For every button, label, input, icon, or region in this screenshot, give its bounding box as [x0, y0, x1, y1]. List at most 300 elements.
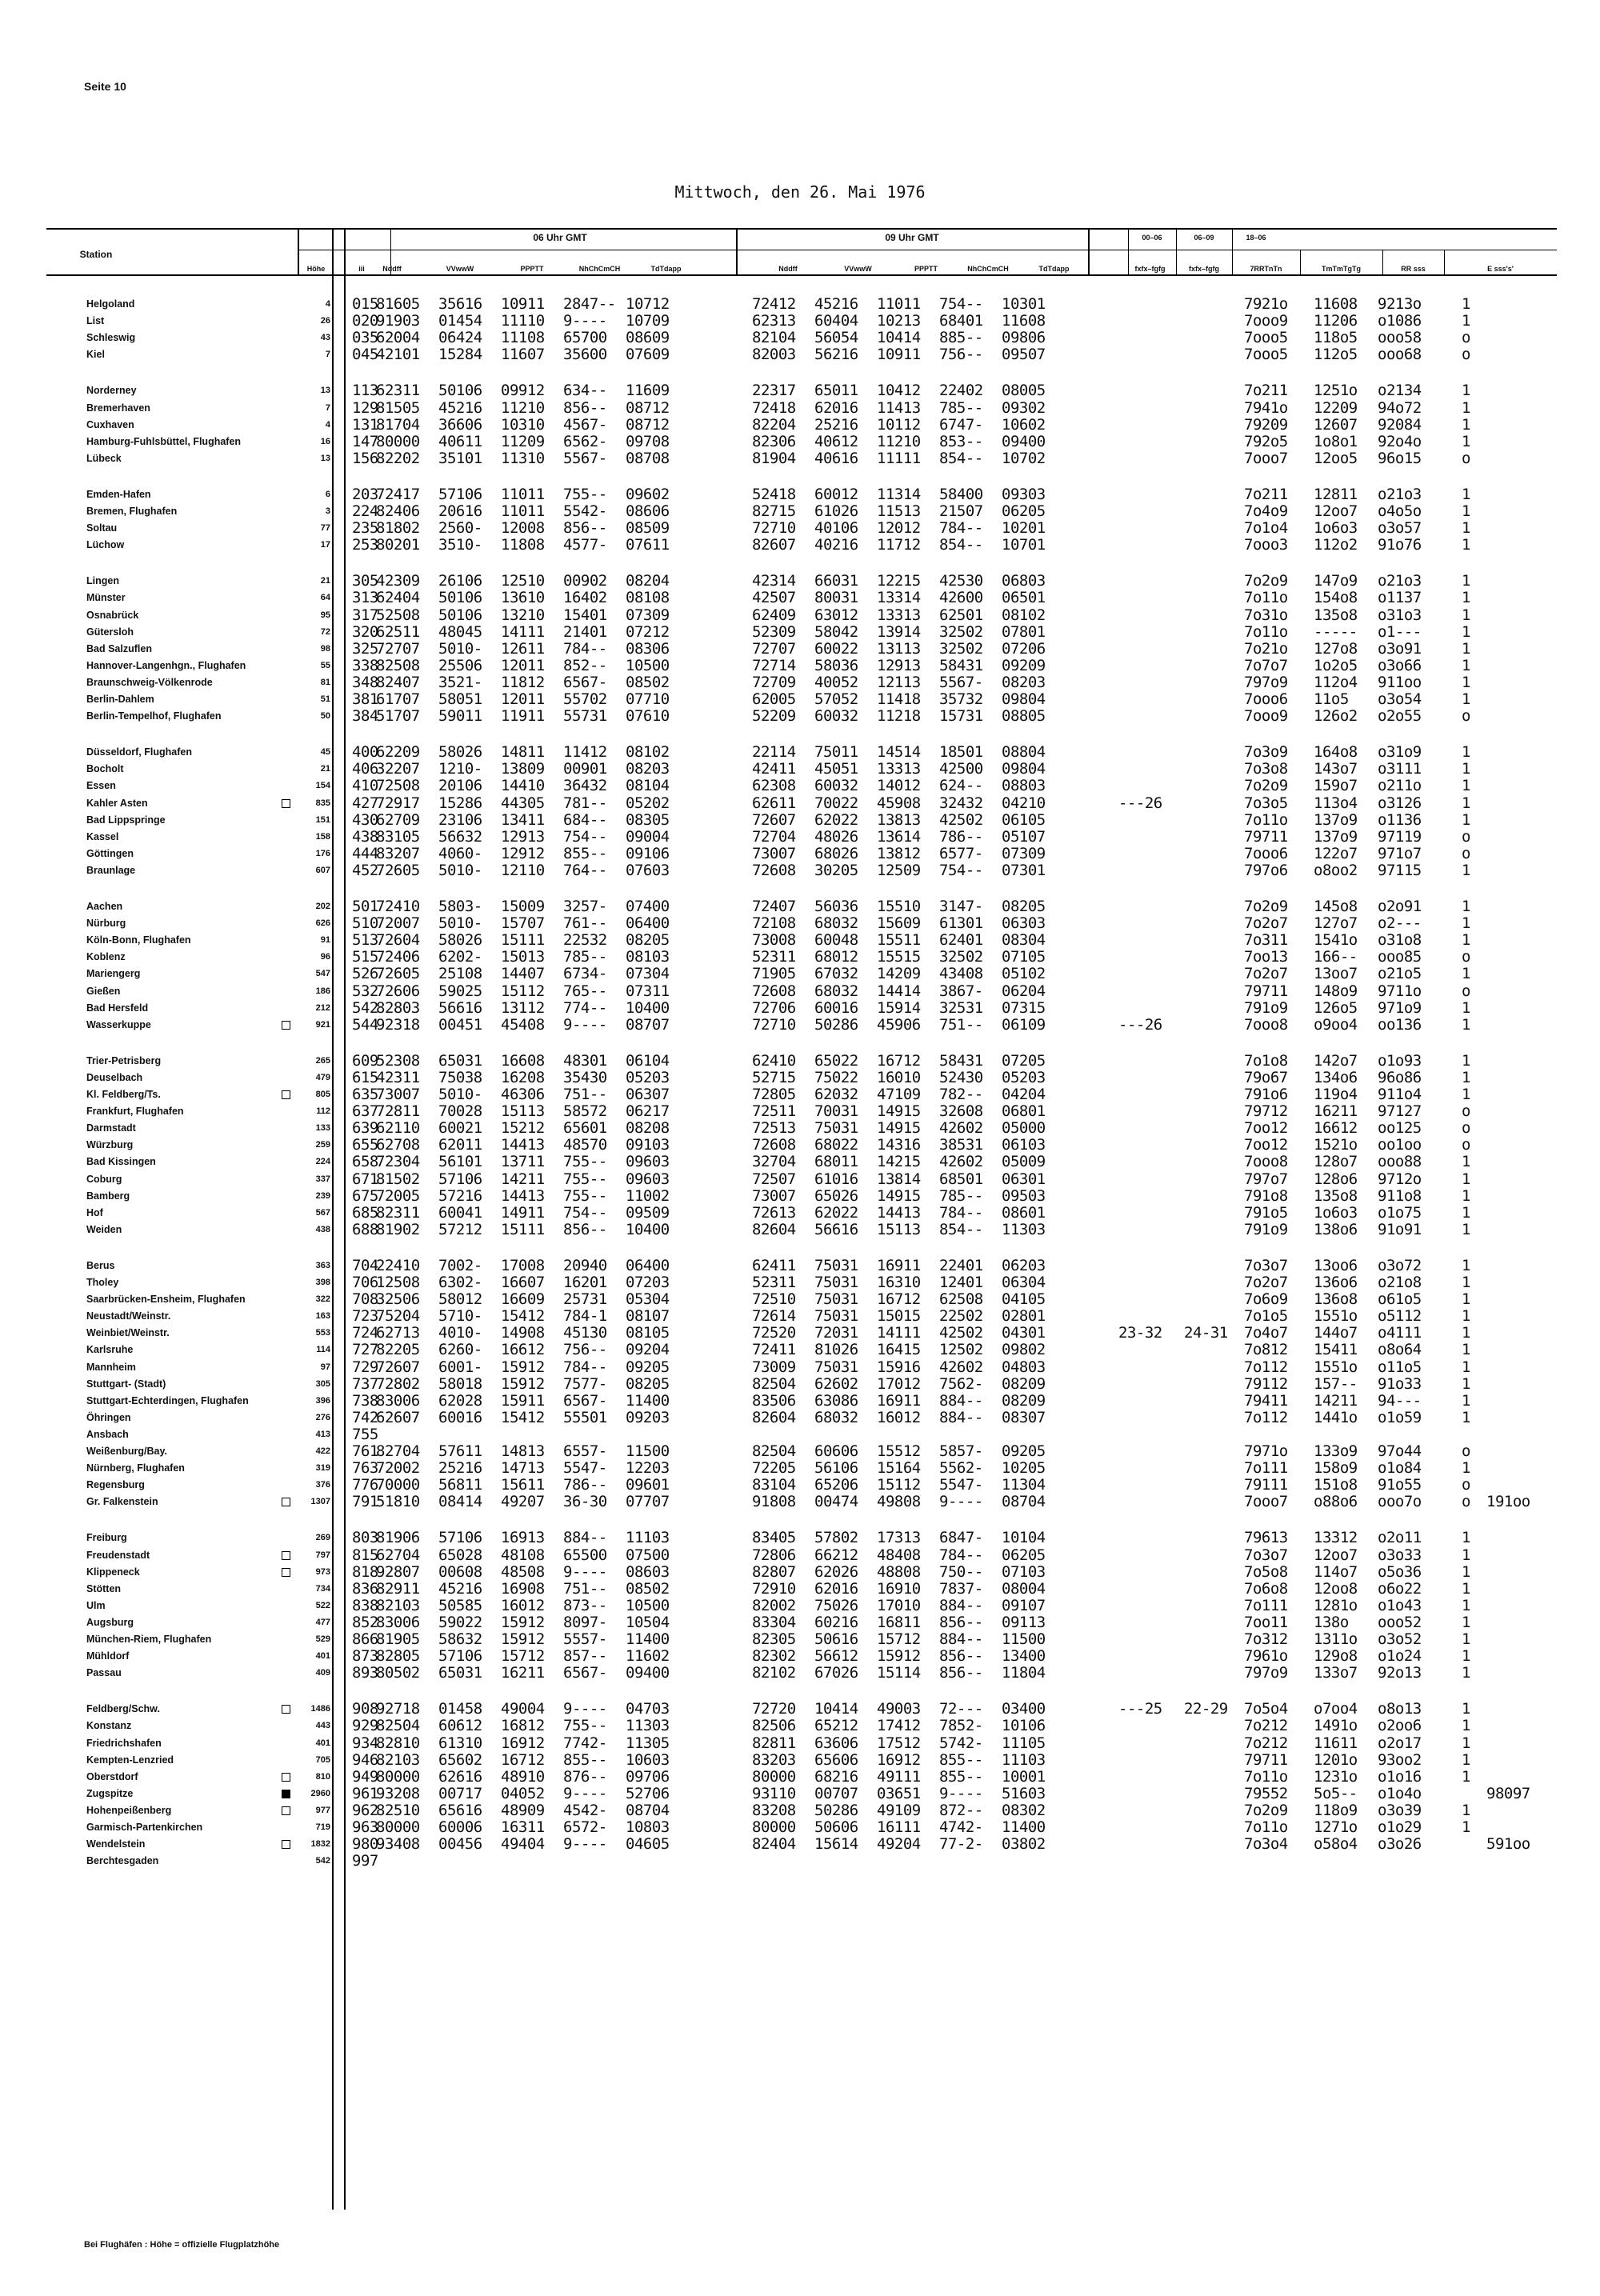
cell-g: 62602 — [814, 1374, 858, 1393]
cell-j: 11608 — [1002, 312, 1046, 330]
cell-f: 72205 — [752, 1459, 796, 1478]
cell-iii: 815 — [352, 1546, 378, 1564]
cell-e: 09509 — [626, 1203, 670, 1222]
cell-e: 11303 — [626, 1717, 670, 1735]
cell-f: 52309 — [752, 622, 796, 641]
cell-h: 13813 — [877, 810, 921, 829]
cell-a: 62709 — [376, 810, 420, 829]
cell-h: 14915 — [877, 1186, 921, 1205]
cell-c: 12912 — [501, 844, 545, 862]
cell-h: 49111 — [877, 1767, 921, 1786]
cell-a: 52308 — [376, 1051, 420, 1070]
cell-i: 786-- — [939, 827, 983, 846]
cell-n: 126o5 — [1314, 998, 1358, 1017]
cell-d: 784-- — [563, 639, 607, 658]
cell-e: 04703 — [626, 1700, 670, 1718]
cell-d: 5557- — [563, 1630, 607, 1648]
cell-q: 591oo — [1486, 1835, 1530, 1854]
cell-g: 65011 — [814, 382, 858, 400]
cell-h: 14209 — [877, 965, 921, 983]
cell-n: 1491o — [1314, 1717, 1358, 1735]
cell-c: 16609 — [501, 1290, 545, 1309]
cell-o: ooo58 — [1378, 329, 1422, 347]
cell-n: 129o8 — [1314, 1647, 1358, 1666]
cell-i: 22402 — [939, 382, 983, 400]
cell-o: o21o3 — [1378, 572, 1422, 590]
cell-j: 11500 — [1002, 1630, 1046, 1648]
cell-p: 1 — [1462, 1086, 1470, 1103]
station-label: Schleswig — [86, 332, 136, 344]
cell-h: 15015 — [877, 1307, 921, 1326]
elevation: 95 — [320, 610, 330, 620]
cell-m: 7o5o8 — [1244, 1562, 1288, 1581]
header-group06: 06 Uhr GMT — [533, 232, 587, 243]
cell-n: 113o4 — [1314, 794, 1358, 812]
cell-b: 48045 — [438, 622, 482, 641]
cell-e: 08204 — [626, 572, 670, 590]
cell-o: 97o44 — [1378, 1442, 1422, 1460]
cell-f: 73008 — [752, 931, 796, 950]
cell-j: 04105 — [1002, 1290, 1046, 1309]
cell-i: 855-- — [939, 1767, 983, 1786]
page-number: Seite 10 — [84, 80, 126, 93]
cell-f: 82607 — [752, 536, 796, 554]
cell-iii: 615 — [352, 1068, 378, 1086]
cell-f: 62308 — [752, 777, 796, 795]
cell-g: 63606 — [814, 1734, 858, 1752]
header-nddff: Nddff — [382, 265, 402, 273]
cell-iii: 532 — [352, 982, 378, 1000]
cell-e: 08606 — [626, 502, 670, 520]
cell-a: 81906 — [376, 1529, 420, 1547]
cell-f: 62410 — [752, 1051, 796, 1070]
elevation: 322 — [315, 1294, 330, 1305]
cell-a: 80000 — [376, 1767, 420, 1786]
cell-d: 65700 — [563, 329, 607, 347]
cell-h: 13313 — [877, 606, 921, 624]
cell-p: o — [1462, 827, 1470, 846]
cell-o: o4111 — [1378, 1324, 1422, 1342]
cell-iii: 637 — [352, 1102, 378, 1121]
cell-d: 55702 — [563, 690, 607, 708]
station-name — [86, 1070, 142, 1086]
cell-h: 10213 — [877, 312, 921, 330]
cell-p: 1 — [1462, 1274, 1470, 1291]
cell-e: 10603 — [626, 1750, 670, 1769]
cell-a: 42311 — [376, 1068, 420, 1086]
cell-f: 82102 — [752, 1664, 796, 1682]
cell-a: 72605 — [376, 965, 420, 983]
elevation: 401 — [315, 1651, 330, 1662]
cell-g: 75031 — [814, 1274, 858, 1291]
elevation: 50 — [320, 711, 330, 722]
cell-b: 65028 — [438, 1546, 482, 1564]
cell-b: 36606 — [438, 415, 482, 434]
elevation: 479 — [315, 1072, 330, 1082]
cell-b: 5010- — [438, 914, 482, 933]
cell-g: 67026 — [814, 1664, 858, 1682]
station-label: Kiel — [86, 349, 105, 361]
cell-f: 71905 — [752, 965, 796, 983]
cell-d: 764-- — [563, 861, 607, 879]
station-name — [86, 1564, 140, 1581]
cell-n: 136o8 — [1314, 1290, 1358, 1309]
cell-g: 60606 — [814, 1442, 858, 1460]
station-name — [86, 1819, 202, 1836]
cell-j: 08102 — [1002, 606, 1046, 624]
cell-q: 98097 — [1486, 1784, 1530, 1802]
cell-e: 10500 — [626, 656, 670, 674]
cell-m: 797o9 — [1244, 1664, 1288, 1682]
cell-f: 73007 — [752, 844, 796, 862]
cell-p: 1 — [1462, 1408, 1470, 1426]
elevation: 45 — [320, 747, 330, 758]
header-pppt: PPPTT — [520, 265, 544, 273]
cell-a: 82803 — [376, 998, 420, 1017]
cell-d: 684-- — [563, 810, 607, 829]
elevation: 13 — [320, 453, 330, 463]
cell-i: 32502 — [939, 639, 983, 658]
cell-f: 82715 — [752, 502, 796, 520]
station-name — [86, 1786, 133, 1802]
cell-i: 756-- — [939, 346, 983, 364]
cell-j: 03400 — [1002, 1700, 1046, 1718]
cell-j: 09804 — [1002, 690, 1046, 708]
station-name — [86, 761, 124, 778]
cell-i: 22401 — [939, 1256, 983, 1274]
cell-g: 15614 — [814, 1835, 858, 1854]
station-label: Bremerhaven — [86, 402, 150, 414]
station-name — [86, 1648, 129, 1665]
cell-d: 35600 — [563, 346, 607, 364]
cell-g: 60032 — [814, 777, 858, 795]
cell-g: 40612 — [814, 432, 858, 450]
cell-c: 04052 — [501, 1784, 545, 1802]
elevation: 337 — [315, 1174, 330, 1184]
cell-e: 11400 — [626, 1630, 670, 1648]
cell-g: 75026 — [814, 1596, 858, 1614]
cell-h: 03651 — [877, 1784, 921, 1802]
cell-b: 35101 — [438, 449, 482, 467]
cell-iii: 020 — [352, 312, 378, 330]
cell-o: 94--- — [1378, 1391, 1422, 1410]
cell-j: 11804 — [1002, 1664, 1046, 1682]
cell-j: 06501 — [1002, 589, 1046, 607]
cell-p: 1 — [1462, 1767, 1470, 1786]
cell-h: 14915 — [877, 1119, 921, 1138]
cell-j: 05009 — [1002, 1153, 1046, 1171]
station-name — [86, 1426, 129, 1443]
cell-p: o — [1462, 948, 1470, 966]
cell-a: 62110 — [376, 1119, 420, 1138]
station-label: Kassel — [86, 830, 119, 842]
cell-n: 137o9 — [1314, 810, 1358, 829]
station-label: Berlin-Tempelhof, Flughafen — [86, 710, 222, 722]
cell-o: o31o9 — [1378, 743, 1422, 762]
cell-c: 13809 — [501, 760, 545, 778]
station-name — [86, 1359, 136, 1376]
cell-e: 11002 — [626, 1186, 670, 1205]
cell-h: 12012 — [877, 519, 921, 538]
cell-b: 06424 — [438, 329, 482, 347]
cell-b: 6260- — [438, 1341, 482, 1359]
cell-d: 634-- — [563, 382, 607, 400]
open-square-icon — [282, 1705, 290, 1714]
cell-iii: 203 — [352, 485, 378, 503]
cell-o: 9213o — [1378, 295, 1422, 313]
cell-f: 73009 — [752, 1358, 796, 1376]
station-label: Berus — [86, 1259, 115, 1271]
cell-n: 1271o — [1314, 1818, 1358, 1836]
cell-b: 75038 — [438, 1068, 482, 1086]
cell-o: 911o4 — [1378, 1086, 1422, 1103]
cell-i: 32531 — [939, 998, 983, 1017]
cell-g: 72031 — [814, 1324, 858, 1342]
footnote: Bei Flughäfen : Höhe = offizielle Flugplatzhöhe — [84, 2240, 280, 2250]
elevation: 443 — [315, 1721, 330, 1731]
cell-d: 55501 — [563, 1408, 607, 1426]
cell-a: 32207 — [376, 760, 420, 778]
cell-m: 7o312 — [1244, 1630, 1288, 1648]
cell-m: 7ooo3 — [1244, 536, 1288, 554]
cell-h: 17512 — [877, 1734, 921, 1752]
cell-g: 48026 — [814, 827, 858, 846]
cell-h: 13313 — [877, 760, 921, 778]
cell-b: 15286 — [438, 794, 482, 812]
station-name — [86, 915, 126, 932]
cell-m: 79711 — [1244, 1750, 1288, 1769]
cell-h: 17012 — [877, 1374, 921, 1393]
elevation: 51 — [320, 694, 330, 704]
cell-iii: 655 — [352, 1136, 378, 1154]
cell-i: 9---- — [939, 1784, 983, 1802]
elevation: 77 — [320, 523, 330, 534]
cell-d: 16402 — [563, 589, 607, 607]
cell-iii: 791 — [352, 1493, 378, 1511]
station-name — [86, 486, 151, 503]
cell-c: 13411 — [501, 810, 545, 829]
cell-h: 13812 — [877, 844, 921, 862]
cell-d: 7577- — [563, 1374, 607, 1393]
cell-b: 50585 — [438, 1596, 482, 1614]
cell-f: 62611 — [752, 794, 796, 812]
cell-iii: 381 — [352, 690, 378, 708]
cell-f: 72614 — [752, 1307, 796, 1326]
cell-j: 09302 — [1002, 398, 1046, 417]
cell-o: 97115 — [1378, 861, 1422, 879]
cell-iii: 818 — [352, 1562, 378, 1581]
cell-o: o2o11 — [1378, 1529, 1422, 1547]
station-name — [86, 1802, 171, 1819]
cell-f: 72714 — [752, 656, 796, 674]
cell-n: 118o5 — [1314, 329, 1358, 347]
cell-j: 10201 — [1002, 519, 1046, 538]
cell-f: 80000 — [752, 1818, 796, 1836]
cell-i: 6847- — [939, 1529, 983, 1547]
cell-n: 1o6o3 — [1314, 519, 1358, 538]
cell-e: 08704 — [626, 1801, 670, 1819]
header-pppt2: PPPTT — [914, 265, 938, 273]
elevation: 529 — [315, 1634, 330, 1644]
cell-c: 16912 — [501, 1734, 545, 1752]
cell-m: 7o3o8 — [1244, 760, 1288, 778]
station-label: Osnabrück — [86, 609, 139, 621]
cell-c: 11210 — [501, 398, 545, 417]
elevation: 26 — [320, 316, 330, 326]
cell-e: 08502 — [626, 1579, 670, 1598]
cell-h: 11011 — [877, 295, 921, 313]
cell-e: 09400 — [626, 1664, 670, 1682]
cell-k: 23-32 — [1118, 1324, 1162, 1342]
cell-iii: 803 — [352, 1529, 378, 1547]
cell-k: ---26 — [1118, 1015, 1162, 1034]
cell-n: 138o — [1314, 1613, 1349, 1631]
cell-g: 60216 — [814, 1613, 858, 1631]
cell-d: 751-- — [563, 1579, 607, 1598]
cell-f: 72706 — [752, 998, 796, 1017]
cell-g: 60022 — [814, 639, 858, 658]
station-name — [86, 1393, 249, 1410]
cell-h: 11513 — [877, 502, 921, 520]
cell-n: 16211 — [1314, 1102, 1358, 1121]
cell-e: 08103 — [626, 948, 670, 966]
cell-f: 72520 — [752, 1324, 796, 1342]
cell-d: 5547- — [563, 1459, 607, 1478]
cell-o: 97119 — [1378, 827, 1422, 846]
cell-m: 797o7 — [1244, 1170, 1288, 1188]
cell-d: 856-- — [563, 398, 607, 417]
cell-h: 17412 — [877, 1717, 921, 1735]
cell-d: 65601 — [563, 1119, 607, 1138]
cell-a: 51707 — [376, 707, 420, 726]
cell-n: 13oo7 — [1314, 965, 1358, 983]
cell-d: 761-- — [563, 914, 607, 933]
cell-a: 72607 — [376, 1358, 420, 1376]
cell-o: o4o5o — [1378, 502, 1422, 520]
cell-o: ooo88 — [1378, 1153, 1422, 1171]
cell-j: 07206 — [1002, 639, 1046, 658]
elevation: 163 — [315, 1311, 330, 1322]
open-square-icon — [282, 1806, 290, 1815]
cell-n: 166-- — [1314, 948, 1358, 966]
station-label: Deuselbach — [86, 1071, 143, 1083]
elevation: 305 — [315, 1378, 330, 1389]
cell-iii: 776 — [352, 1476, 378, 1494]
elevation: 810 — [315, 1771, 330, 1782]
cell-i: 72--- — [939, 1700, 983, 1718]
cell-iii: 430 — [352, 810, 378, 829]
cell-f: 62313 — [752, 312, 796, 330]
cell-j: 07309 — [1002, 844, 1046, 862]
cell-iii: 961 — [352, 1784, 378, 1802]
cell-iii: 671 — [352, 1170, 378, 1188]
elevation: 154 — [315, 781, 330, 791]
cell-i: 3867- — [939, 982, 983, 1000]
station-name — [86, 503, 177, 520]
station-label: Öhringen — [86, 1411, 131, 1423]
cell-c: 16612 — [501, 1341, 545, 1359]
station-label: Hamburg-Fuhlsbüttel, Flughafen — [86, 435, 242, 447]
station-label: Gießen — [86, 985, 121, 997]
cell-f: 72407 — [752, 898, 796, 915]
cell-iii: 742 — [352, 1408, 378, 1426]
table-header-rule — [46, 274, 1557, 276]
station-name — [86, 1494, 158, 1510]
cell-h: 15916 — [877, 1358, 921, 1376]
cell-f: 82306 — [752, 432, 796, 450]
cell-f: 62005 — [752, 690, 796, 708]
cell-b: 65031 — [438, 1051, 482, 1070]
cell-g: 66212 — [814, 1546, 858, 1564]
elevation: 158 — [315, 831, 330, 842]
cell-iii: 688 — [352, 1220, 378, 1238]
cell-n: 128o6 — [1314, 1170, 1358, 1188]
cell-i: 884-- — [939, 1630, 983, 1648]
cell-e: 07610 — [626, 707, 670, 726]
vline-elev — [332, 228, 334, 2210]
cell-d: 48301 — [563, 1051, 607, 1070]
cell-g: 50616 — [814, 1630, 858, 1648]
cell-e: 05304 — [626, 1290, 670, 1309]
cell-g: 00707 — [814, 1784, 858, 1802]
cell-i: 6577- — [939, 844, 983, 862]
cell-o: o5o36 — [1378, 1562, 1422, 1581]
cell-p: o — [1462, 1442, 1470, 1460]
cell-d: 65500 — [563, 1546, 607, 1564]
station-name — [86, 795, 148, 812]
elevation: 224 — [315, 1157, 330, 1167]
cell-g: 60016 — [814, 998, 858, 1017]
station-label: Bad Hersfeld — [86, 1002, 149, 1014]
cell-o: 911oo — [1378, 673, 1422, 691]
cell-c: 15112 — [501, 982, 545, 1000]
cell-j: 09209 — [1002, 656, 1046, 674]
open-square-icon — [282, 1498, 290, 1506]
cell-m: 791o9 — [1244, 1220, 1288, 1238]
cell-p: 1 — [1462, 1700, 1470, 1718]
cell-n: 143o7 — [1314, 760, 1358, 778]
cell-iii: 704 — [352, 1256, 378, 1274]
open-square-icon — [282, 1090, 290, 1099]
cell-c: 12008 — [501, 519, 545, 538]
cell-i: 754-- — [939, 861, 983, 879]
cell-j: 07105 — [1002, 948, 1046, 966]
elevation: 259 — [315, 1140, 330, 1150]
cell-m: 791o8 — [1244, 1186, 1288, 1205]
station-label: Lübeck — [86, 452, 122, 464]
cell-m: 7o112 — [1244, 1358, 1288, 1376]
station-name — [86, 417, 134, 434]
station-name — [86, 1017, 151, 1034]
station-label: Helgoland — [86, 298, 135, 310]
cell-m: 7921o — [1244, 295, 1288, 313]
cell-f: 72608 — [752, 1136, 796, 1154]
table-top-rule — [46, 228, 1557, 230]
cell-h: 45908 — [877, 794, 921, 812]
cell-j: 06204 — [1002, 982, 1046, 1000]
cell-p: 1 — [1462, 432, 1470, 450]
cell-iii: 708 — [352, 1290, 378, 1309]
cell-n: 122o7 — [1314, 844, 1358, 862]
cell-m: 7oo12 — [1244, 1119, 1288, 1138]
cell-n: 127o8 — [1314, 639, 1358, 658]
cell-f: 83104 — [752, 1476, 796, 1494]
station-name — [86, 812, 166, 829]
cell-c: 49004 — [501, 1700, 545, 1718]
cell-b: 00717 — [438, 1784, 482, 1802]
cell-o: o21o3 — [1378, 485, 1422, 503]
cell-f: 72511 — [752, 1102, 796, 1121]
